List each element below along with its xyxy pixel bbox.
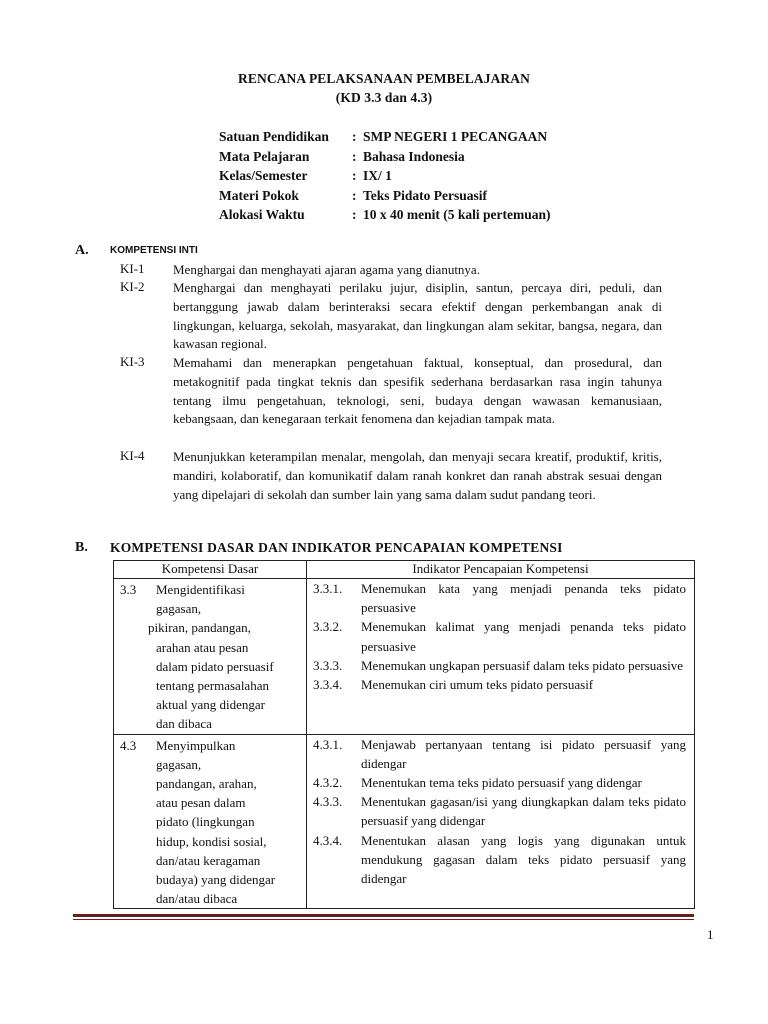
kd-text-line: dan dibaca — [156, 716, 212, 732]
indicator-item — [307, 792, 694, 830]
ki-item — [120, 279, 662, 354]
table-row — [114, 734, 695, 909]
ki-item — [120, 354, 662, 429]
ki-code: KI-3 — [120, 354, 145, 369]
indicator-text: Menentukan gagasan/isi yang diungkapkan dalam teks pidato persuasif yang didengar — [361, 794, 686, 829]
meta-value: Teks Pidato Persuasif — [363, 187, 488, 203]
meta-colon: : — [352, 168, 357, 183]
kd-text-line: dan/atau keragaman — [156, 852, 261, 868]
meta-label: Materi Pokok — [219, 187, 299, 203]
indicator-text: Menjawab pertanyaan tentang isi pidato persuasif yang didengar — [361, 736, 686, 771]
kd-text-line: pidato (lingkungan — [156, 814, 255, 830]
document-title: RENCANA PELAKSANAAN PEMBELAJARAN — [238, 71, 530, 86]
indicator-item — [307, 675, 694, 694]
kd-cell — [114, 579, 307, 735]
meta-colon: : — [352, 129, 357, 144]
kd-text-line: tentang permasalahan — [156, 678, 269, 694]
indicator-number: 4.3.2. — [313, 775, 343, 791]
indicator-text: Menemukan ungkapan persuasif dalam teks pidato persuasive — [361, 657, 684, 673]
indicator-item — [307, 579, 694, 617]
meta-value: 10 x 40 menit (5 kali pertemuan) — [363, 207, 551, 222]
kd-text-line: gagasan, — [156, 756, 202, 772]
kd-text-line: budaya) yang didengar — [156, 872, 276, 888]
indicator-number: 4.3.1. — [313, 736, 343, 752]
meta-value: SMP NEGERI 1 PECANGAAN — [363, 129, 548, 144]
indicator-cell — [307, 734, 695, 909]
indicator-item — [307, 773, 694, 792]
indicator-number: 3.3.1. — [313, 581, 343, 596]
ki-text: Menunjukkan keterampilan menalar, mengolah, dan menyaji secara kreatif, produktif, kritis, mandiri, kolaboratif, dan komunikatif dalam ranah konkret dan ranah abstrak sesuai dengan yang dipelajari di sekolah dan sumber lain yang sama dalam sudut pandang teori. — [173, 449, 662, 502]
section-b-heading: KOMPETENSI DASAR DAN INDIKATOR PENCAPAIAN KOMPETENSI — [110, 540, 563, 555]
kd-text-line: Menyimpulkan — [156, 737, 236, 753]
meta-label: Mata Pelajaran — [219, 148, 310, 164]
ki-text: Menghargai dan menghayati perilaku jujur, disiplin, santun, percaya diri, peduli, dan bertanggung jawab dalam berinteraksi secara efektif dengan perkembangan anak di lingkungan, keluarga, sekolah, masyarakat, dan lingkungan alam sekitar, bangsa, negara, dan kawasan regional. — [173, 280, 662, 352]
footer-rule-thin — [73, 919, 694, 920]
indicator-number: 3.3.3. — [313, 657, 343, 673]
indicator-item — [307, 617, 694, 655]
meta-colon: : — [352, 187, 357, 203]
meta-row — [219, 147, 550, 167]
ki-text: Memahami dan menerapkan pengetahuan faktual, konseptual, dan prosedural, dan metakognitif pada tingkat teknis dan spesifik sederhana berdasarkan rasa ingin tahunya tentang ilmu pengetahuan, teknologi, seni, budaya dengan wawasan kemanusiaan, kebangsaan, dan kenegaraan terkait fenomena dan kejadian tampak mata. — [173, 355, 662, 427]
meta-row — [219, 186, 550, 206]
kd-text-line: Mengidentifikasi — [156, 582, 245, 597]
indicator-item — [307, 831, 694, 889]
indicator-item — [307, 735, 694, 773]
ki-code: KI-1 — [120, 261, 145, 276]
indicator-text: Menemukan kata yang menjadi penanda teks pidato persuasive — [361, 581, 686, 616]
ki-item — [120, 448, 662, 504]
kd-text-line: hidup, kondisi sosial, — [156, 833, 267, 849]
ki-text: Menghargai dan menghayati ajaran agama yang dianutnya. — [173, 262, 480, 277]
ki-item — [120, 261, 662, 280]
kd-text-line: pandangan, arahan, — [156, 776, 257, 792]
indicator-text: Menemukan kalimat yang menjadi penanda teks pidato persuasive — [361, 619, 686, 654]
meta-label: Kelas/Semester — [219, 168, 308, 183]
kd-text-line: pikiran, pandangan, — [148, 620, 251, 636]
document-subtitle: (KD 3.3 dan 4.3) — [335, 90, 433, 105]
identity-block — [219, 127, 550, 225]
indicator-number: 4.3.4. — [313, 832, 343, 848]
kd-text-line: dalam pidato persuasif — [156, 658, 274, 674]
meta-row — [219, 166, 550, 186]
kd-cell — [114, 734, 307, 909]
column-header-indicator: Indikator Pencapaian Kompetensi — [307, 561, 695, 579]
table-row — [114, 579, 695, 735]
page-number: 1 — [707, 927, 714, 942]
meta-colon: : — [352, 148, 357, 164]
kd-text-line: dan/atau dibaca — [156, 891, 238, 907]
kd-text-line: gagasan, — [156, 601, 202, 617]
footer-rule-thick — [73, 914, 694, 917]
indicator-item — [307, 656, 694, 675]
indicator-text: Menentukan tema teks pidato persuasif yang didengar — [361, 775, 642, 791]
table-header-row — [114, 561, 695, 579]
indicator-number: 3.3.2. — [313, 619, 343, 635]
ki-code: KI-2 — [120, 279, 145, 294]
indicator-number: 3.3.4. — [313, 677, 343, 693]
ki-code: KI-4 — [120, 448, 145, 463]
indicator-text: Menemukan ciri umum teks pidato persuasif — [361, 677, 594, 693]
section-a-letter: A. — [75, 243, 89, 258]
footer-rule — [73, 914, 694, 920]
column-header-kd: Kompetensi Dasar — [114, 561, 307, 579]
meta-colon: : — [352, 207, 357, 222]
meta-row — [219, 205, 550, 225]
indicator-number: 4.3.3. — [313, 794, 343, 810]
meta-row — [219, 127, 550, 147]
section-b-letter: B. — [75, 540, 88, 555]
kd-text-line: atau pesan dalam — [156, 795, 246, 811]
indicator-cell — [307, 579, 695, 735]
meta-label: Alokasi Waktu — [219, 207, 305, 222]
kd-text-line: arahan atau pesan — [156, 639, 249, 655]
indicator-text: Menentukan alasan yang logis yang digunakan untuk mendukung gagasan dalam teks pidato persuasif yang didengar — [361, 832, 686, 887]
kd-number: 4.3 — [120, 737, 137, 753]
meta-value: IX/ 1 — [363, 168, 392, 183]
kd-text-line: aktual yang didengar — [156, 697, 266, 713]
meta-label: Satuan Pendidikan — [219, 129, 329, 144]
meta-value: Bahasa Indonesia — [363, 148, 465, 164]
competency-table — [113, 560, 695, 909]
kd-number: 3.3 — [120, 582, 137, 597]
section-a-heading: KOMPETENSI INTI — [110, 245, 198, 256]
